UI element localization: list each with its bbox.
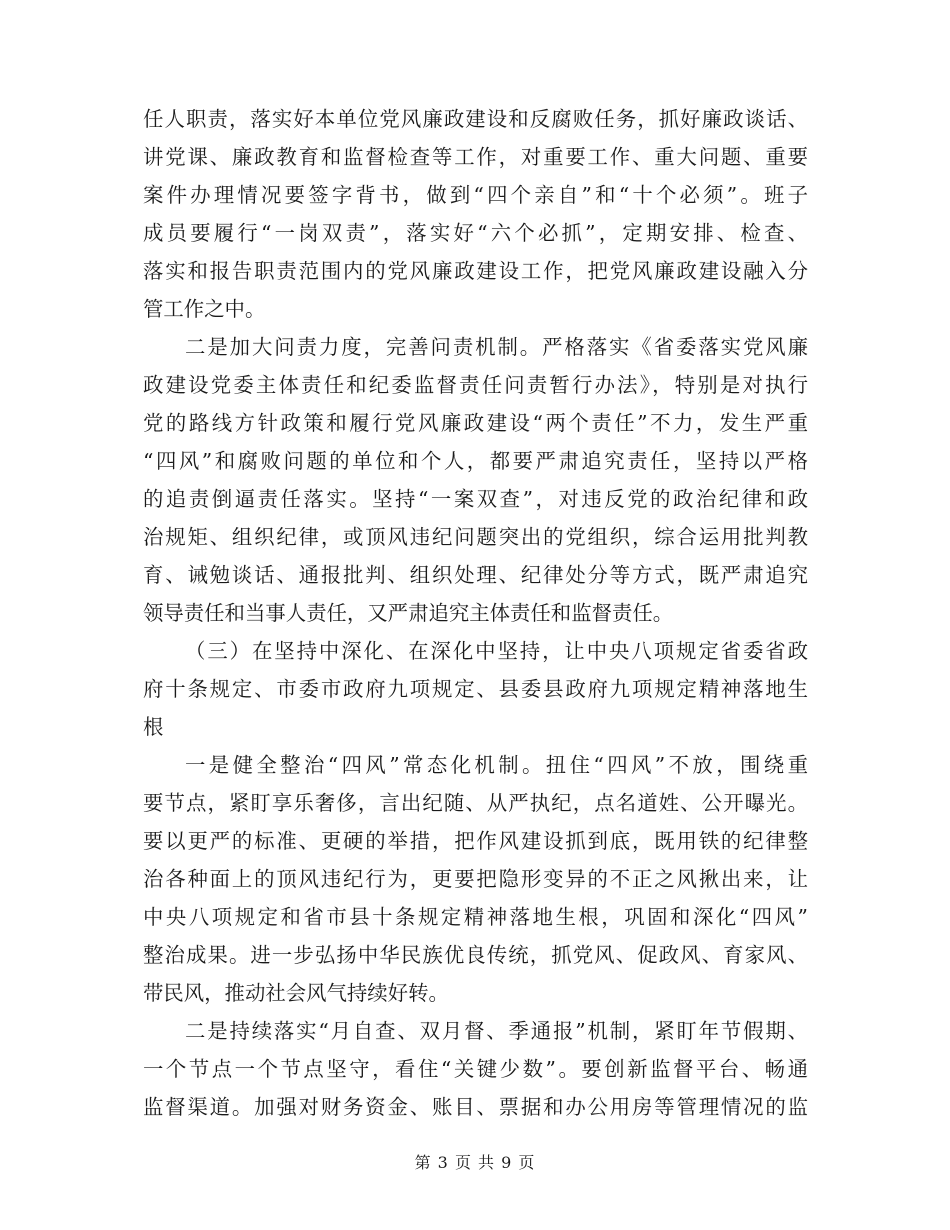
text-line: 根 — [143, 715, 164, 739]
text-line: 讲党课、廉政教育和监督检查等工作，对重要工作、重大问题、重要 — [143, 145, 808, 169]
text-line: 任人职责，落实好本单位党风廉政建设和反腐败任务，抓好廉政谈话、 — [143, 107, 808, 131]
text-line: 二是持续落实“月自查、双月督、季通报”机制，紧盯年节假期、 — [185, 1019, 808, 1043]
text-line: 领导责任和当事人责任，又严肃追究主体责任和监督责任。 — [143, 601, 674, 625]
text-line: 治规矩、组织纪律，或顶风违纪问题突出的党组织，综合运用批判教 — [143, 525, 808, 549]
text-line: 案件办理情况要签字背书，做到“四个亲自”和“十个必须”。班子 — [143, 183, 808, 207]
text-line: 政建设党委主体责任和纪委监督责任问责暂行办法》，特别是对执行 — [143, 373, 808, 397]
text-line: 落实和报告职责范围内的党风廉政建设工作，把党风廉政建设融入分 — [143, 259, 808, 283]
text-line: 的追责倒逼责任落实。坚持“一案双查”，对违反党的政治纪律和政 — [143, 487, 808, 511]
text-line: 一个节点一个节点坚守，看住“关键少数”。要创新监督平台、畅通 — [143, 1057, 808, 1081]
text-line: 育、诫勉谈话、通报批判、组织处理、纪律处分等方式，既严肃追究 — [143, 563, 808, 587]
text-line: 二是加大问责力度，完善问责机制。严格落实《省委落实党风廉 — [185, 335, 808, 359]
text-line: 带民风，推动社会风气持续好转。 — [143, 981, 449, 1005]
text-line: 要以更严的标准、更硬的举措，把作风建设抓到底，既用铁的纪律整 — [143, 829, 808, 853]
text-line: 要节点，紧盯享乐奢侈，言出纪随、从严执纪，点名道姓、公开曝光。 — [143, 791, 808, 815]
text-line: 一是健全整治“四风”常态化机制。扭住“四风”不放，围绕重 — [185, 753, 808, 777]
text-line: 中央八项规定和省市县十条规定精神落地生根，巩固和深化“四风” — [143, 905, 808, 929]
text-line: 府十条规定、市委市政府九项规定、县委县政府九项规定精神落地生 — [143, 677, 808, 701]
text-line: “四风”和腐败问题的单位和个人，都要严肃追究责任，坚持以严格 — [143, 449, 808, 473]
text-line: 成员要履行“一岗双责”，落实好“六个必抓”，定期安排、检查、 — [143, 221, 808, 245]
text-line: 党的路线方针政策和履行党风廉政建设“两个责任”不力，发生严重 — [143, 411, 808, 435]
page-number-footer: 第 3 页 共 9 页 — [414, 1153, 536, 1172]
text-line: 整治成果。进一步弘扬中华民族优良传统，抓党风、促政风、育家风、 — [143, 943, 808, 967]
text-line: 治各种面上的顶风违纪行为，更要把隐形变异的不正之风揪出来，让 — [143, 867, 808, 891]
text-line: 监督渠道。加强对财务资金、账目、票据和办公用房等管理情况的监 — [143, 1095, 808, 1119]
text-line: 管工作之中。 — [143, 297, 266, 321]
text-line: （三）在坚持中深化、在深化中坚持，让中央八项规定省委省政 — [185, 639, 808, 663]
document-body — [143, 100, 808, 1126]
